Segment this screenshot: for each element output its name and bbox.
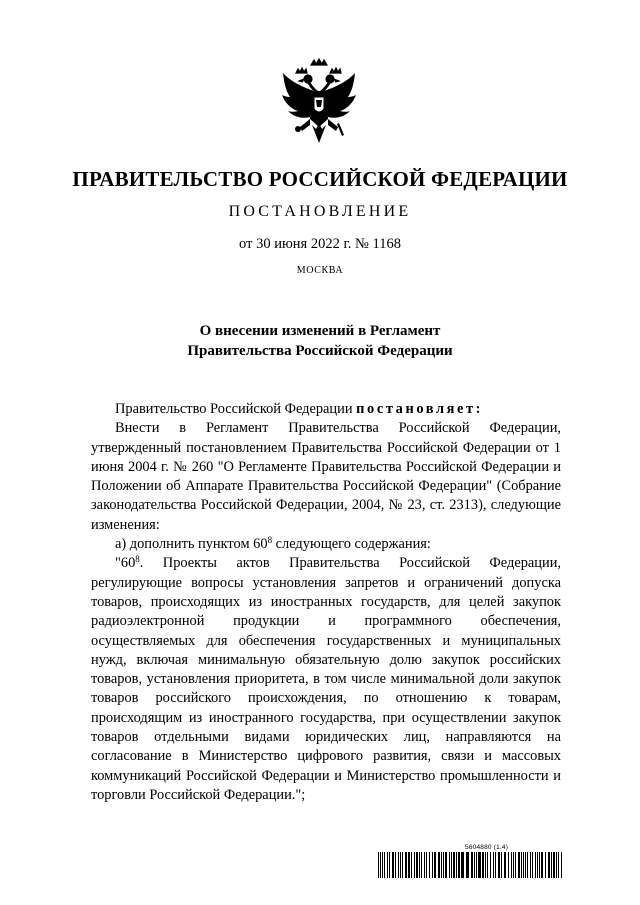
- barcode-bar: [482, 852, 484, 878]
- document-type: ПОСТАНОВЛЕНИЕ: [228, 203, 412, 220]
- barcode-bar: [511, 852, 512, 878]
- clause-60-8-paragraph: [91, 554, 561, 805]
- barcode-bar: [438, 852, 440, 878]
- barcode-bar: [378, 852, 379, 878]
- barcode-bar: [458, 852, 460, 878]
- barcode-bar: [405, 852, 407, 878]
- barcode-bar: [434, 852, 436, 878]
- subject-line-2: Правительства Российской Федерации: [187, 343, 453, 359]
- barcode-bar: [525, 852, 526, 878]
- barcode-bar: [408, 852, 410, 878]
- barcode-bar: [485, 852, 486, 878]
- barcode-bar: [424, 852, 425, 878]
- barcode-bar: [411, 852, 412, 878]
- barcode-bar: [541, 852, 543, 878]
- barcode-bar: [471, 852, 473, 878]
- barcode-icon: [378, 852, 564, 878]
- barcode-bar: [400, 852, 401, 878]
- resolution-intro-paragraph: [91, 400, 561, 419]
- amendment-paragraph: Внести в Регламент Правительства Российской Федерации, утвержденный постановлением Правительства Российской Федерации от 1 июня 2004 г. № 260 "О Регламенте Правительства Российской Федерации и Положении об Аппарате Правительства Российской Федерации" (Собрание законодательства Российской Федерации, 2004, № 23, ст. 2313), следующие изменения:: [91, 420, 561, 533]
- barcode-bar: [495, 852, 496, 878]
- barcode-bar: [451, 852, 452, 878]
- barcode-bar: [384, 852, 385, 878]
- barcode-bar: [523, 852, 524, 878]
- barcode-bar: [498, 852, 500, 878]
- barcode-bar: [476, 852, 477, 878]
- document-city: МОСКВА: [296, 265, 344, 276]
- barcode-bar: [515, 852, 516, 878]
- barcode-bar: [426, 852, 427, 878]
- barcode-bar: [490, 852, 491, 878]
- document-date-number: от 30 июня 2022 г. № 1168: [239, 236, 401, 252]
- barcode-bar: [527, 852, 528, 878]
- barcode-bar: [530, 852, 531, 878]
- barcode-bar: [414, 852, 415, 878]
- barcode-bar: [551, 852, 552, 878]
- barcode-bar: [419, 852, 420, 878]
- barcode-bar: [398, 852, 399, 878]
- government-title: ПРАВИТЕЛЬСТВО РОССИЙСКОЙ ФЕДЕРАЦИИ: [72, 167, 568, 191]
- barcode-label: 5604880 (1.4): [465, 844, 509, 851]
- barcode-bar: [504, 852, 506, 878]
- barcode-bar: [532, 852, 533, 878]
- barcode-bar: [501, 852, 502, 878]
- barcode-bar: [466, 852, 469, 878]
- barcode-bar: [478, 852, 481, 878]
- document-subject: [0, 321, 640, 361]
- barcode-bar: [487, 852, 488, 878]
- barcode-bar: [474, 852, 475, 878]
- barcode-bar: [518, 852, 520, 878]
- barcode-bar: [445, 852, 447, 878]
- item-a-paragraph: [91, 535, 561, 554]
- barcode-bar: [441, 852, 442, 878]
- barcode-bar: [553, 852, 555, 878]
- barcode-bar: [461, 852, 464, 878]
- barcode-bar: [545, 852, 546, 878]
- barcode-bar: [535, 852, 536, 878]
- barcode-bar: [508, 852, 509, 878]
- intro-text: Правительство Российской Федерации: [115, 401, 357, 417]
- barcode-bar: [387, 852, 388, 878]
- barcode-bar: [558, 852, 559, 878]
- resolves-word: постановляет:: [356, 401, 484, 417]
- barcode-bar: [416, 852, 418, 878]
- barcode-bar: [380, 852, 381, 878]
- barcode-bar: [537, 852, 538, 878]
- barcode-bar: [453, 852, 455, 878]
- item-a-text: а) дополнить пунктом 60: [115, 536, 268, 553]
- item-a-superscript: 8: [267, 535, 273, 546]
- barcode-bar: [561, 852, 562, 878]
- barcode-bar: [449, 852, 450, 878]
- subject-line-1: О внесении изменений в Регламент: [199, 323, 441, 339]
- barcode-bar: [456, 852, 457, 878]
- clause-text: . Проекты актов Правительства Российской Федерации, регулирующие вопросы установления запретов и ограничений допуска товаров, происходящих из иностранных государств, для целей закупок радиоэлектронной продукции и программного обеспечения, осуществляемых для обеспечения государственных и муниципальных нужд, включая минимальную обязательную долю закупок российских товаров, установления приоритета, в том числе минимальной доли закупок товаров российского происхождения, по отношению к товарам, происходящим из иностранного государства, при осуществлении закупок товаров отдельными видами юридических лиц, направляются на согласование в Министерство цифрового развития, связи и массовых коммуникаций Российской Федерации и Министерство промышленности и торговли Российской Федерации.";: [91, 555, 561, 803]
- clause-superscript: 8: [135, 554, 140, 565]
- barcode-bar: [421, 852, 422, 878]
- barcode-bar: [548, 852, 550, 878]
- barcode-bar: [513, 852, 514, 878]
- barcode-bar: [432, 852, 433, 878]
- barcode-bar: [443, 852, 444, 878]
- barcode-bar: [556, 852, 557, 878]
- barcode-bar: [521, 852, 522, 878]
- barcode-bar: [392, 852, 394, 878]
- barcode-bar: [382, 852, 383, 878]
- coat-of-arms-emblem-icon: [278, 57, 360, 149]
- barcode-bar: [402, 852, 403, 878]
- document-body: [91, 400, 561, 805]
- barcode-bar: [389, 852, 390, 878]
- item-a-text-end: следующего содержания:: [272, 536, 431, 553]
- barcode-bar: [539, 852, 540, 878]
- barcode-bar: [429, 852, 430, 878]
- clause-number: "60: [115, 555, 136, 572]
- barcode-bar: [493, 852, 494, 878]
- barcode-bar: [395, 852, 396, 878]
